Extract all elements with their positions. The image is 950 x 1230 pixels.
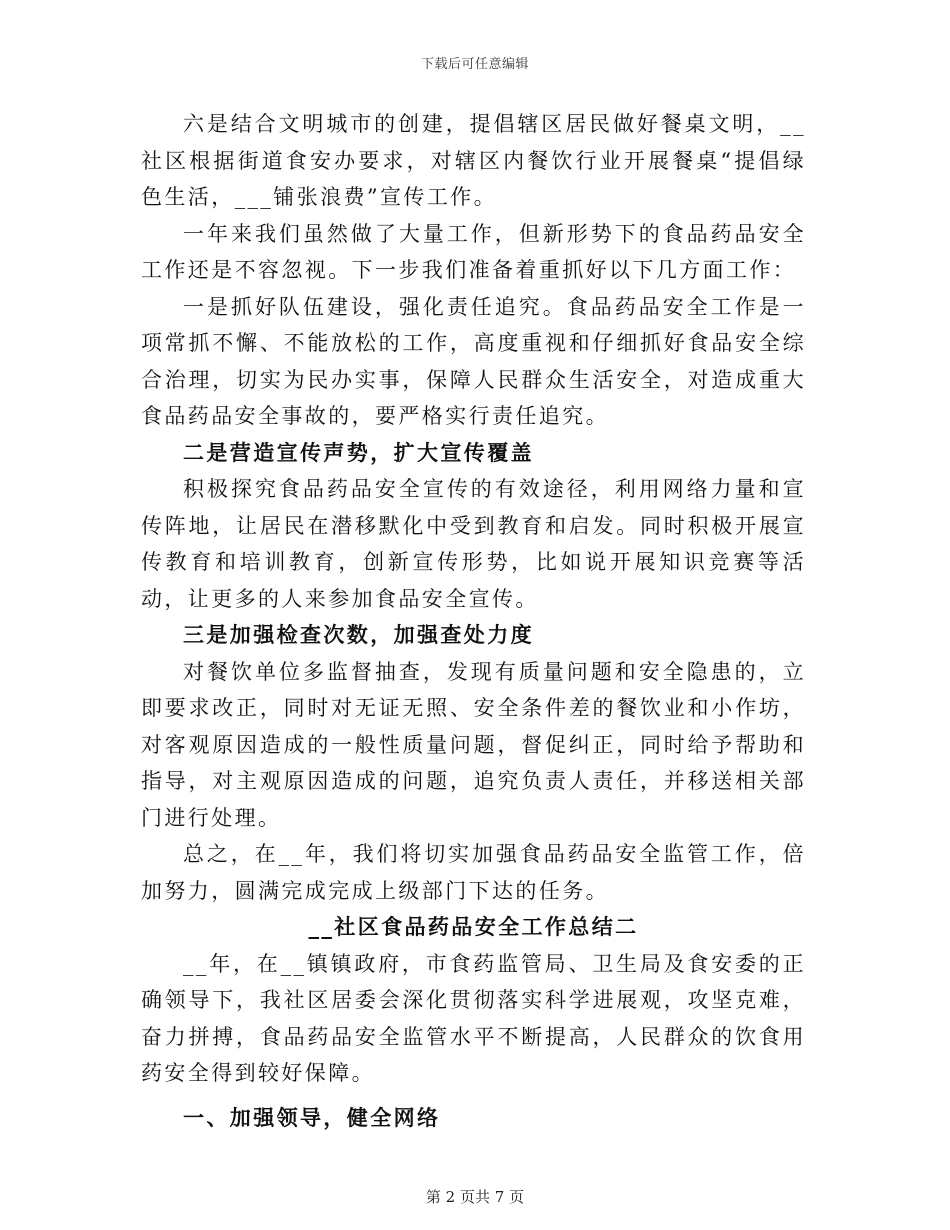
paragraph-inspection: 对餐饮单位多监督抽查，发现有质量问题和安全隐患的，立即要求改正，同时对无证无照、安全条件差的餐饮业和小作坊，对客观原因造成的一般性质量问题，督促纠正，同时给予帮助和指导，对主观原因造成的问题，追究负责人责任，并移送相关部门进行处理。 xyxy=(141,659,806,830)
paragraph-team-building: 一是抓好队伍建设，强化责任追究。食品药品安全工作是一项常抓不懈、不能放松的工作，高度重视和仔细抓好食品安全综合治理，切实为民办实事，保障人民群众生活安全，对造成重大食品药品安全事故的，要严格实行责任追究。 xyxy=(141,294,806,428)
paragraph-summary-two-intro: __年，在__镇镇政府，市食药监管局、卫生局及食安委的正确领导下，我社区居委会深化贯彻落实科学进展观，攻坚克难，奋力拼搏，食品药品安全监管水平不断提高，人民群众的饮食用药安全得到较好保障。 xyxy=(141,951,806,1085)
heading-inspection: 三是加强检查次数，加强查处力度 xyxy=(183,622,534,647)
section-title-summary-two: __社区食品药品安全工作总结二 xyxy=(308,914,639,939)
heading-publicity: 二是营造宣传声势，扩大宣传覆盖 xyxy=(183,439,534,465)
paragraph-publicity: 积极探究食品药品安全宣传的有效途径，利用网络力量和宣传阵地，让居民在潜移默化中受到教育和启发。同时积极开展宣传教育和培训教育，创新宣传形势，比如说开展知识竞赛等活动，让更多的人来参加食品安全宣传。 xyxy=(141,477,806,611)
paragraph-civilized-dining: 六是结合文明城市的创建，提倡辖区居民做好餐桌文明，__社区根据街道食安办要求，对辖区内餐饮行业开展餐桌“提倡绿色生活，___铺张浪费”宣传工作。 xyxy=(141,112,806,209)
page-footer: 第 2 页共 7 页 xyxy=(425,1188,525,1206)
document-body xyxy=(141,106,806,1136)
heading-leadership-network: 一、加强领导，健全网络 xyxy=(183,1104,441,1130)
paragraph-conclusion: 总之，在__年，我们将切实加强食品药品安全监管工作，倍加努力，圆满完成完成上级部门下达的任务。 xyxy=(141,842,806,903)
page-header: 下载后可任意编辑 xyxy=(420,57,529,72)
paragraph-next-steps: 一年来我们虽然做了大量工作，但新形势下的食品药品安全工作还是不容忽视。下一步我们准备着重抓好以下几方面工作： xyxy=(141,221,806,282)
